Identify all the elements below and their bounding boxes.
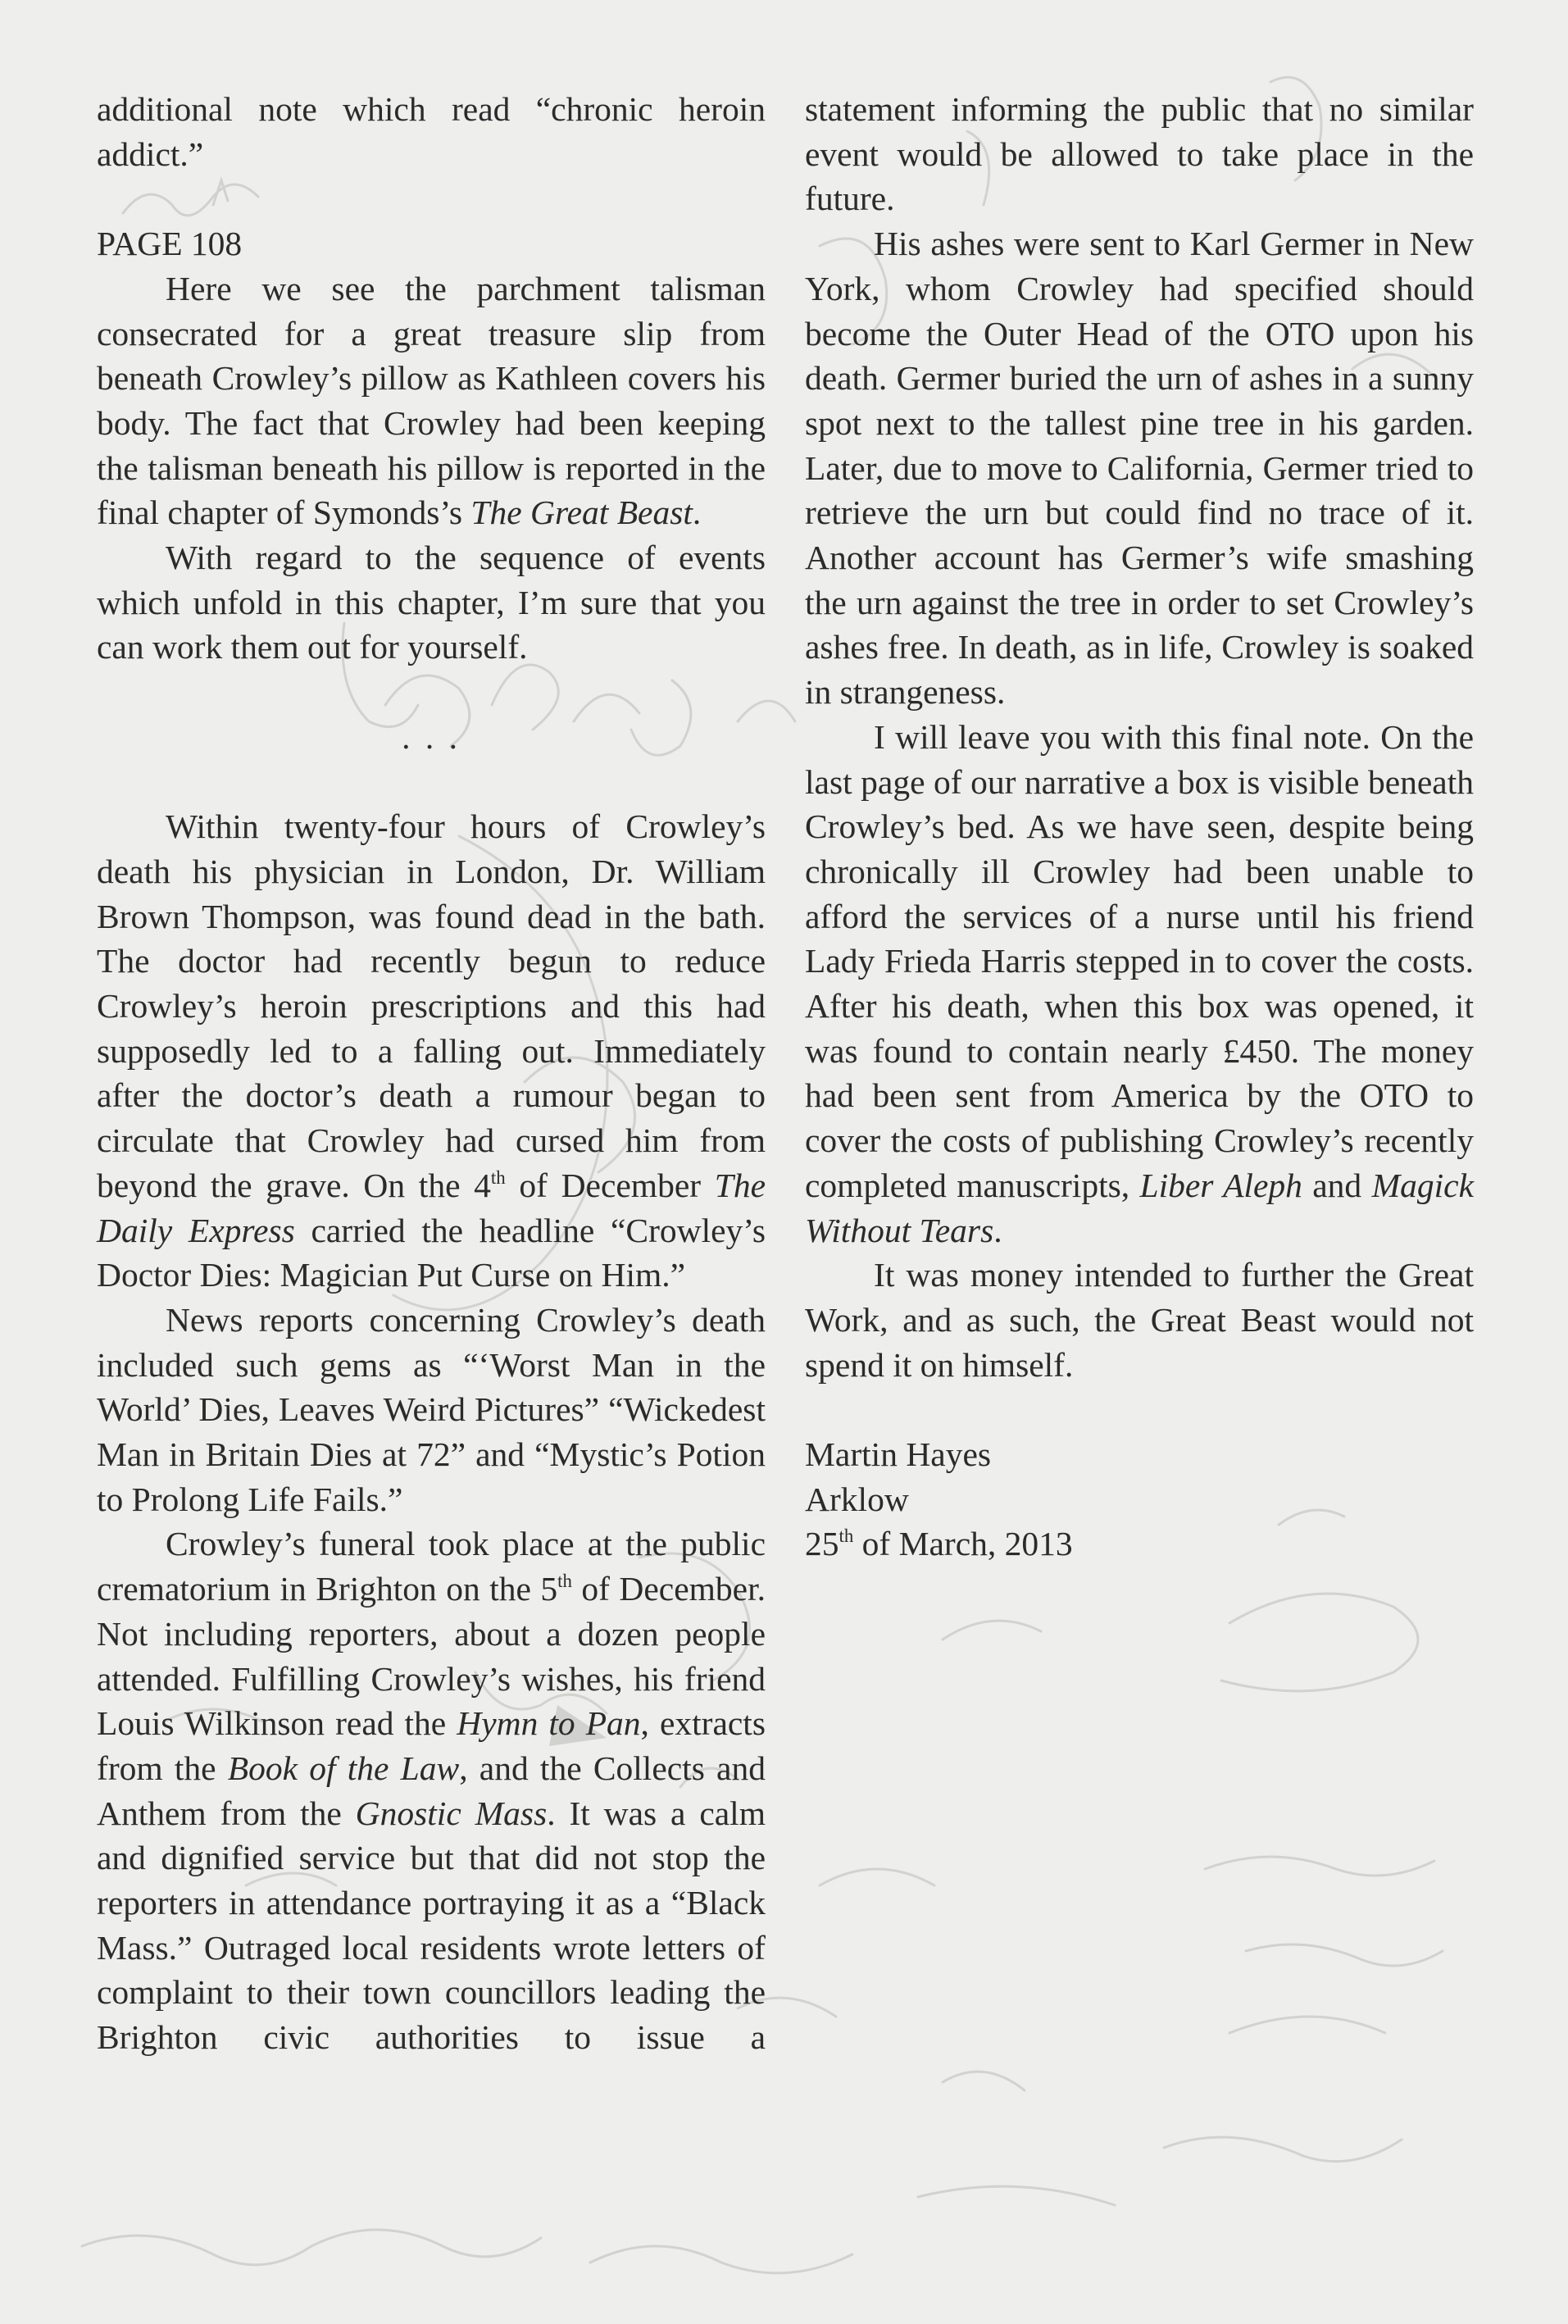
- signature-place: Arklow: [805, 1480, 909, 1518]
- paragraph-talisman: Here we see the parchment talisman consecrated for a great treasure slip from beneath Crowley’s pillow as Kathleen covers his body. The fact that Crowley had been keeping the talisman beneath his pillow is reported in the final chapter of Symonds’s The Great Beast.: [97, 269, 766, 532]
- paragraph-ashes: His ashes were sent to Karl Germer in New York, whom Crowley had specified should become the Outer Head of the OTO upon his death. Germer buried the urn of ashes in a sunny spot next to the tallest pine tree in his garden. Later, due to move to California, Germer tried to retrieve the urn but could find no trace of it. Another account has Germer’s wife smashing the urn against the tree in order to set Crowley’s ashes free. In death, as in life, Crowley is soaked in strangeness.: [805, 225, 1474, 712]
- page-heading: PAGE 108: [97, 225, 243, 263]
- paragraph-statement-continued: statement informing the public that no similar event would be allowed to take place in the future.: [805, 90, 1474, 218]
- paragraph-physician: Within twenty-four hours of Crowley’s death his physician in London, Dr. William Brown Thompson, was found dead in the bath. The doctor had recently begun to reduce Crowley’s heroin prescriptions and this had supposedly led to a falling out. Immediately after the doctor’s death a rumour began to circulate that Crowley had cursed him from beyond the grave. On the 4th of December The Daily Express carried the headline “Crowley’s Doctor Dies: Magician Put Curse on Him.”: [97, 807, 766, 1294]
- spacer: [97, 760, 766, 805]
- signature-name: Martin Hayes: [805, 1435, 992, 1474]
- paragraph-funeral: Crowley’s funeral took place at the public crematorium in Brighton on the 5th of December. Not including reporters, about a dozen people attended. Fulfilling Crowley’s wishes, his friend Louis Wilkinson read the Hymn to Pan, extracts from the Book of the Law, and the Collects and Anthem from the Gnostic Mass. It was a calm and dignified service but that did not stop the reporters in attendance portraying it as a “Black Mass.” Outraged local residents wrote letters of complaint to their town councillors leading the Brighton civic authorities to issue a: [97, 1525, 766, 2057]
- paragraph-great-work: It was money intended to further the Great Work, and as such, the Great Beast would not spend it on himself.: [805, 1256, 1474, 1384]
- signature-date: 25th of March, 2013: [805, 1525, 1073, 1563]
- paragraph-final-note: I will leave you with this final note. On the last page of our narrative a box is visible beneath Crowley’s bed. As we have seen, despite being chronically ill Crowley had been unable to afford the services of a nurse until his friend Lady Frieda Harris stepped in to cover the costs. After his death, when this box was opened, it was found to contain nearly £450. The money had been sent from America by the OTO to cover the costs of publishing Crowley’s recently completed manuscripts, Liber Aleph and Magick Without Tears.: [805, 717, 1475, 1249]
- paragraph-news-reports: News reports concerning Crowley’s death included such gems as “‘Worst Man in the World’ Dies, Leaves Weird Pictures” “Wickedest Man in Britain Dies at 72” and “Mystic’s Potion to Prolong Life Fails.”: [97, 1300, 766, 1518]
- left-column: [97, 87, 766, 2060]
- paragraph-sequence: With regard to the sequence of events which unfold in this chapter, I’m sure that you can work them out for yourself.: [97, 539, 766, 666]
- spacer: [805, 1387, 1474, 1432]
- intro-paragraph: additional note which read “chronic heroin addict.”: [97, 90, 766, 173]
- section-separator: . . .: [402, 717, 461, 756]
- right-column: [805, 87, 1474, 1567]
